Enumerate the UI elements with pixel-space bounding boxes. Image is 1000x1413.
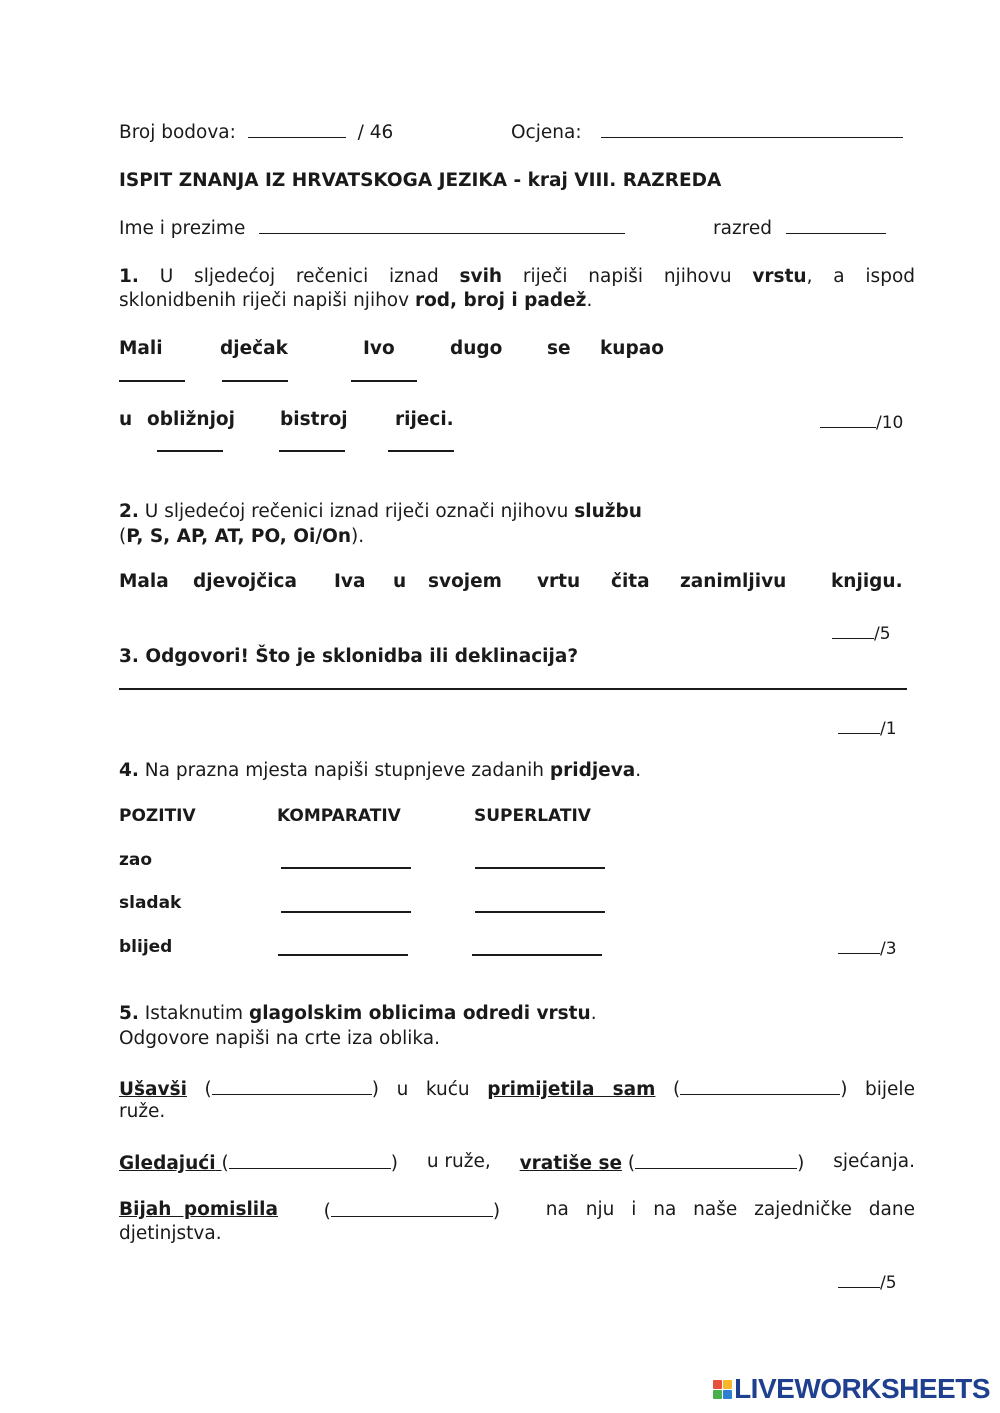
q1-answer-line[interactable] [222,380,288,382]
q4-comparative-line[interactable] [278,954,408,956]
q1-answer-line[interactable] [351,380,417,382]
q1-word: u [119,409,133,430]
q5-instruction-line2: Odgovore napiši na crte iza oblika. [119,1028,440,1049]
q1-word: Ivo [363,338,395,359]
class-row [713,215,886,241]
logo-square [713,1380,722,1389]
q2-word: svojem [428,571,502,592]
q5-sentence-1: Ušavši ( ) u kuću primijetila sam ( ) bijele [119,1076,915,1102]
name-blank[interactable] [259,215,625,234]
q2-instruction: 2. U sljedećoj rečenici iznad riječi označi njihovu službu [119,501,642,522]
name-label: Ime i prezime [119,218,246,239]
q4-comparative-line[interactable] [281,911,411,913]
q4-score: /3 [838,937,897,959]
q1-answer-line[interactable] [388,450,454,452]
q4-score-blank[interactable] [838,937,880,954]
logo-square [723,1390,732,1399]
q2-word: Iva [334,571,366,592]
q1-answer-line[interactable] [157,450,223,452]
q5-answer-blank[interactable] [635,1150,797,1169]
q4-col-header: KOMPARATIV [277,806,401,826]
q3-answer-line[interactable] [119,688,907,690]
grade-row [511,119,903,145]
q1-word: kupao [600,338,664,359]
q1-word: bistroj [280,409,348,430]
q2-word: vrtu [537,571,581,592]
q5-score-blank[interactable] [838,1271,880,1288]
points-total: / 46 [357,122,394,143]
q1-word: dugo [450,338,503,359]
liveworksheets-logo[interactable] [713,1373,990,1405]
q4-superlative-line[interactable] [475,867,605,869]
q1-answer-line[interactable] [279,450,345,452]
q4-row-label: zao [119,850,153,870]
logo-square [723,1380,732,1389]
points-blank[interactable] [248,119,346,138]
name-row [119,215,625,241]
q5-answer-blank[interactable] [229,1150,391,1169]
grade-label: Ocjena: [511,122,582,143]
q1-word: Mali [119,338,163,359]
q5-score: /5 [838,1271,897,1293]
q1-word: rijeci. [395,409,454,430]
q2-score: /5 [832,622,891,644]
q5-sentence-3-cont: djetinjstva. [119,1223,222,1244]
class-blank[interactable] [786,215,886,234]
page-title: ISPIT ZNANJA IZ HRVATSKOGA JEZIKA - kraj VIII. RAZREDA [119,170,722,191]
q5-answer-blank[interactable] [680,1076,840,1095]
q1-word: obližnjoj [147,409,235,430]
q2-word: čita [611,571,650,592]
q2-word: u [393,571,407,592]
points-label: Broj bodova: [119,122,236,143]
q5-sentence-3: Bijah pomislila ( ) na nju i na naše zajedničke dane [119,1199,915,1222]
class-label: razred [713,218,772,239]
q3-score-blank[interactable] [838,717,880,734]
q1-score-blank[interactable] [820,411,876,428]
q4-row-label: sladak [119,893,182,913]
grade-blank[interactable] [601,119,903,138]
q4-col-header: POZITIV [119,806,196,826]
q3-score: /1 [838,717,897,739]
q2-word: djevojčica [193,571,297,592]
q5-sentence-1-cont: ruže. [119,1101,166,1122]
q2-word: zanimljivu [680,571,787,592]
q4-superlative-line[interactable] [472,954,602,956]
q5-answer-blank[interactable] [212,1076,372,1095]
q1-instruction: 1. U sljedećoj rečenici iznad svih riječi napiši njihovu vrstu, a ispod [119,266,915,287]
q3-question: 3. Odgovori! Što je sklonidba ili deklinacija? [119,646,579,667]
logo-square [713,1390,722,1399]
q1-instruction-line2: sklonidbenih riječi napiši njihov rod, broj i padež. [119,290,593,311]
q1-answer-line[interactable] [119,380,185,382]
liveworksheets-icon [713,1380,732,1399]
q4-comparative-line[interactable] [281,867,411,869]
q2-codes: (P, S, AP, AT, PO, Oi/On). [119,526,365,547]
q2-score-blank[interactable] [832,622,874,639]
q1-word: dječak [220,338,288,359]
q1-word: se [547,338,571,359]
q5-sentence-2: Gledajući ( ) u ruže, vratiše se ( ) sjećanja. [119,1151,915,1174]
q2-word: Mala [119,571,169,592]
q5-answer-blank[interactable] [331,1198,493,1217]
q4-col-header: SUPERLATIV [474,806,591,826]
q4-row-label: blijed [119,937,173,957]
q5-instruction: 5. Istaknutim glagolskim oblicima odredi vrstu. [119,1003,597,1024]
q4-instruction: 4. Na prazna mjesta napiši stupnjeve zadanih pridjeva. [119,760,642,781]
liveworksheets-wordmark: LIVEWORKSHEETS [734,1373,990,1404]
q1-score: /10 [820,411,903,433]
q4-superlative-line[interactable] [475,911,605,913]
points-row [119,119,393,145]
q2-word: knjigu. [831,571,903,592]
